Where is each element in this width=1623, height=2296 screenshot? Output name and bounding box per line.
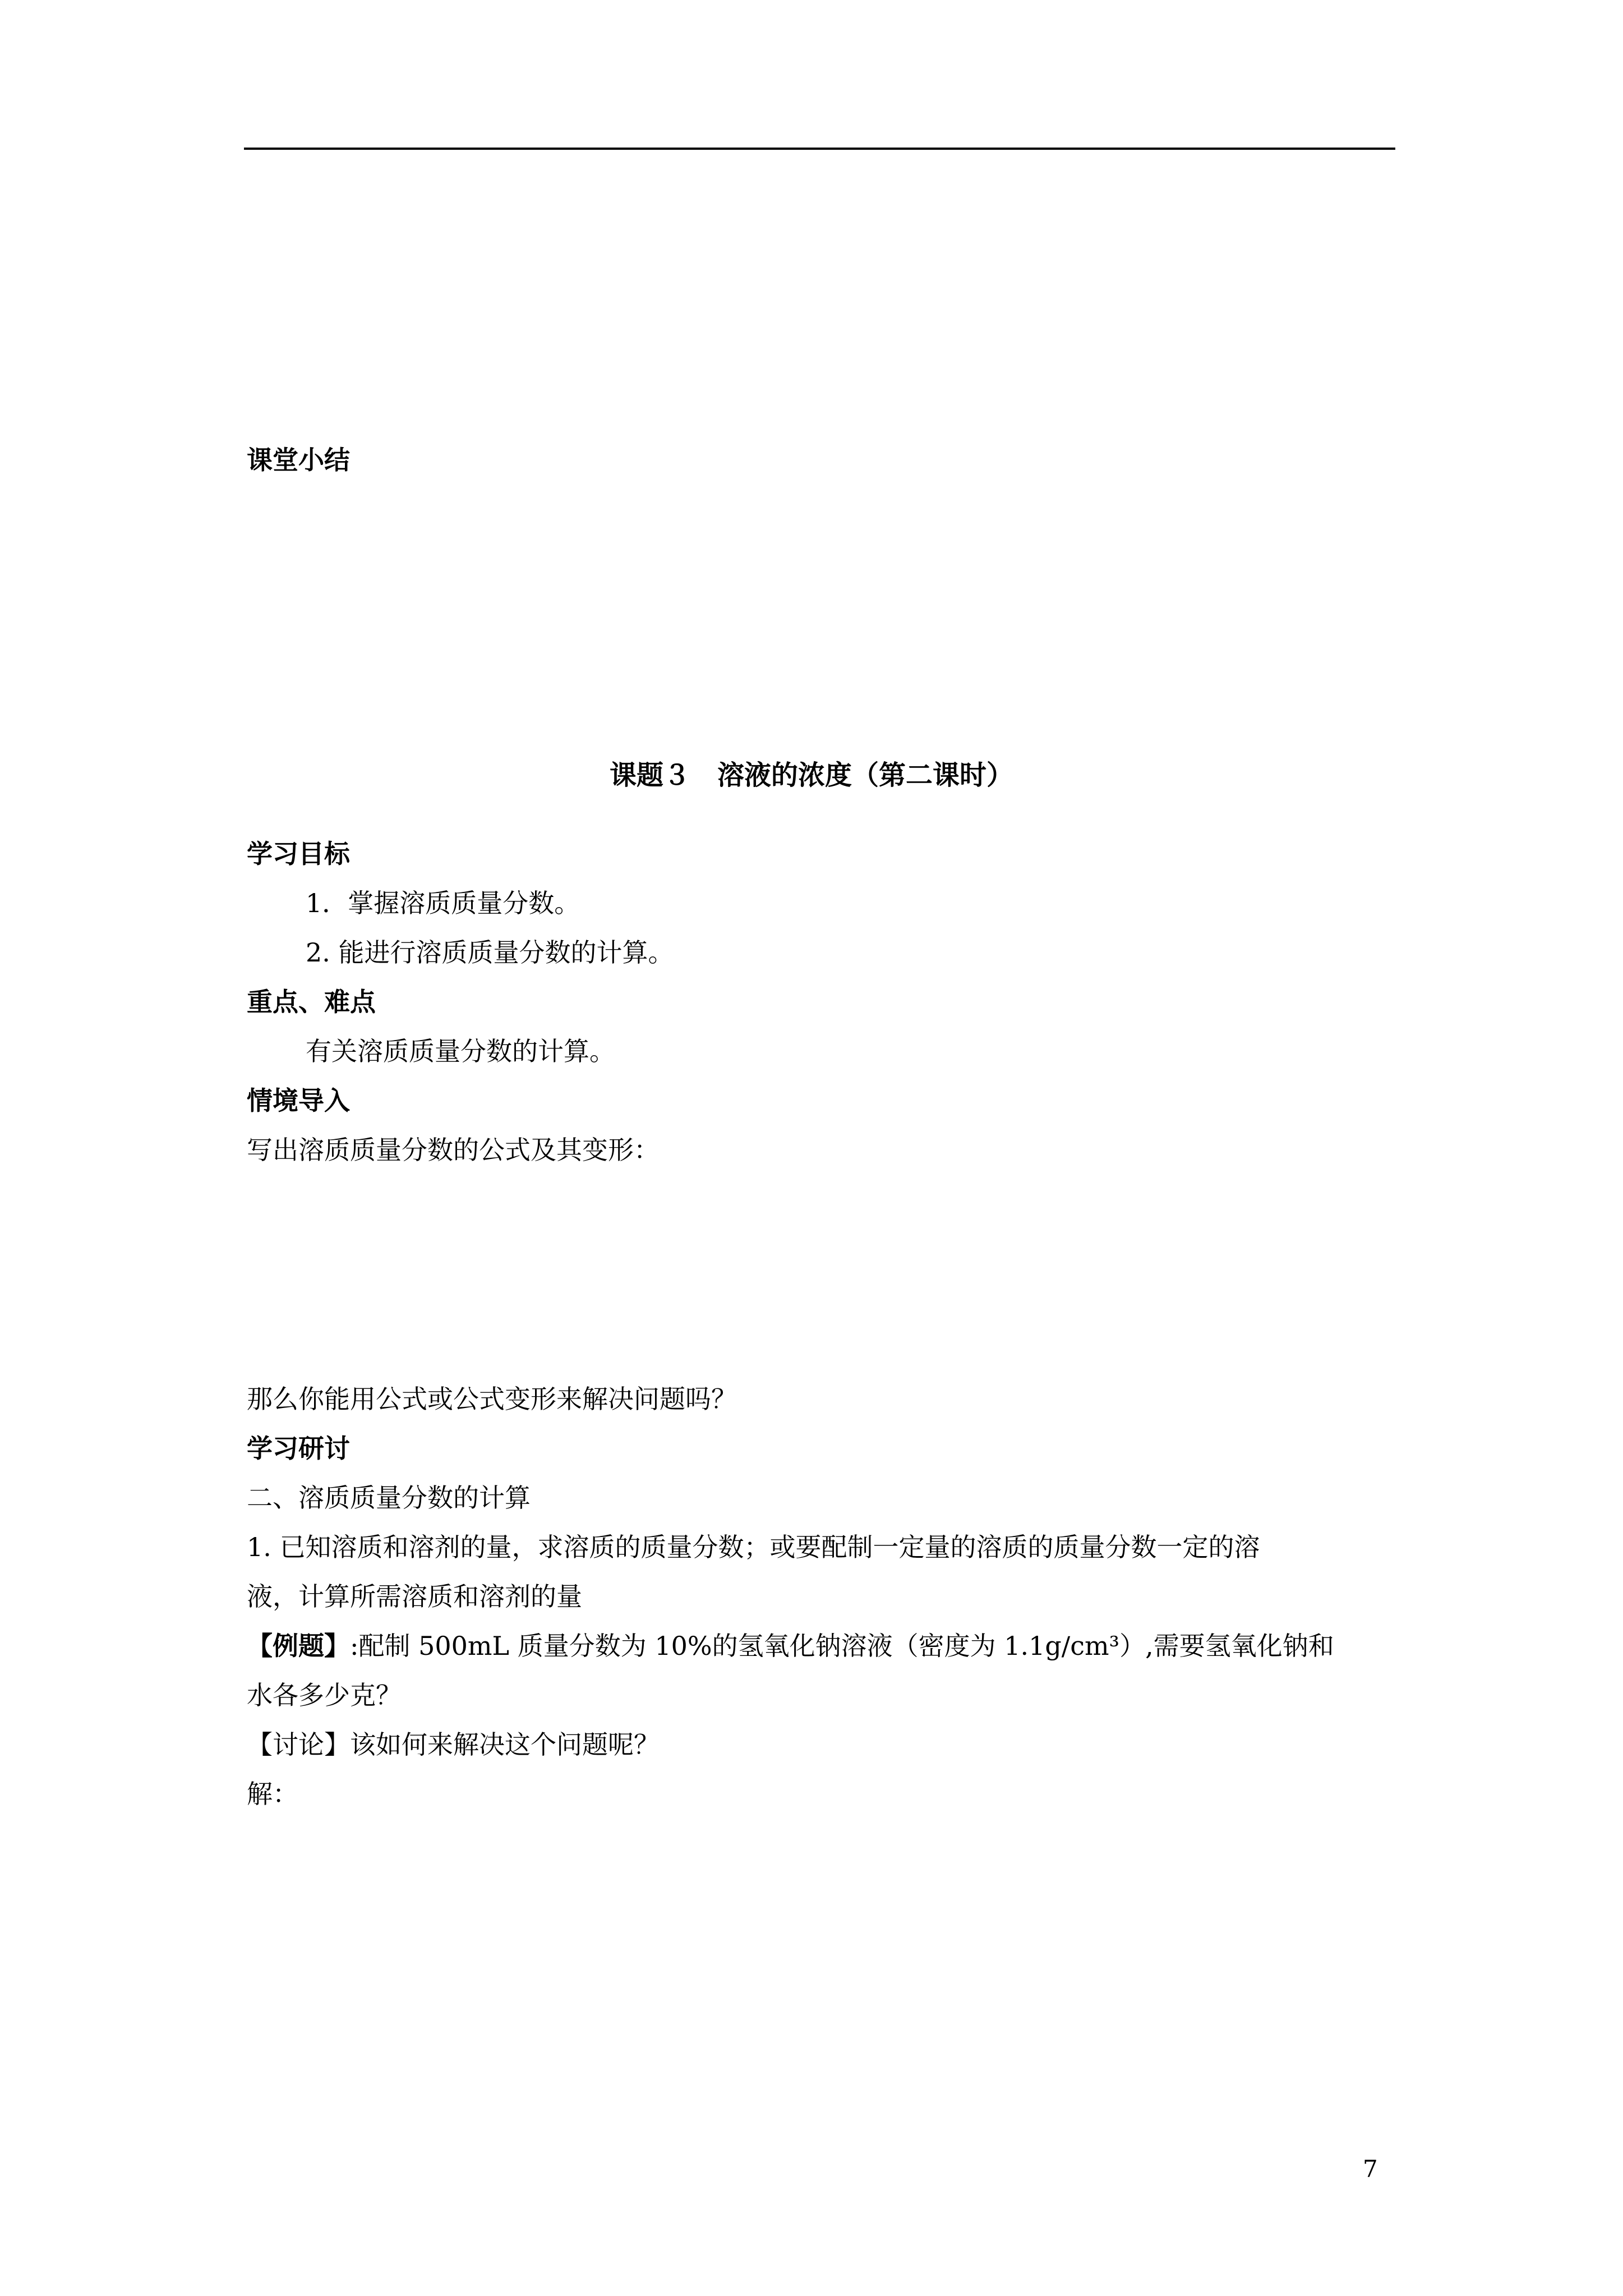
discussion-label: 【讨论】 <box>247 1729 350 1760</box>
objectives-heading: 学习目标 <box>247 839 350 869</box>
example-line1 <box>247 1629 1334 1663</box>
objective-item-1: 1．掌握溶质质量分数。 <box>306 888 580 918</box>
section-summary-heading: 课堂小结 <box>247 445 350 475</box>
objective-item-2: 2. 能进行溶质质量分数的计算。 <box>306 937 674 968</box>
point1-line2: 液，计算所需溶质和溶剂的量 <box>247 1581 582 1612</box>
answer-label: 解： <box>247 1779 298 1809</box>
key-points-heading: 重点、难点 <box>247 987 376 1017</box>
intro-question: 那么你能用公式或公式变形来解决问题吗？ <box>247 1384 737 1414</box>
point1-line1: 1. 已知溶质和溶剂的量，求溶质的质量分数；或要配制一定量的溶质的质量分数一定的溶 <box>247 1532 1260 1562</box>
study-subheading: 二、溶质质量分数的计算 <box>247 1483 531 1513</box>
example-label: 【例题】 <box>247 1631 350 1661</box>
intro-heading: 情境导入 <box>247 1085 350 1116</box>
page-number: 7 <box>1363 2155 1378 2183</box>
header-rule <box>244 148 1395 150</box>
discussion-text: 该如何来解决这个问题呢？ <box>350 1729 660 1760</box>
example-text: :配制 500mL 质量分数为 10%的氢氧化钠溶液（密度为 1.1g/cm³）,需要氢氧化钠和 <box>350 1631 1334 1661</box>
example-line2: 水各多少克？ <box>247 1680 402 1710</box>
key-points-text: 有关溶质质量分数的计算。 <box>306 1036 615 1066</box>
lesson-title: 课题３ 溶液的浓度（第二课时） <box>609 760 1013 791</box>
intro-prompt: 写出溶质质量分数的公式及其变形： <box>247 1135 660 1165</box>
discussion-line <box>247 1728 660 1761</box>
study-heading: 学习研讨 <box>247 1433 350 1464</box>
